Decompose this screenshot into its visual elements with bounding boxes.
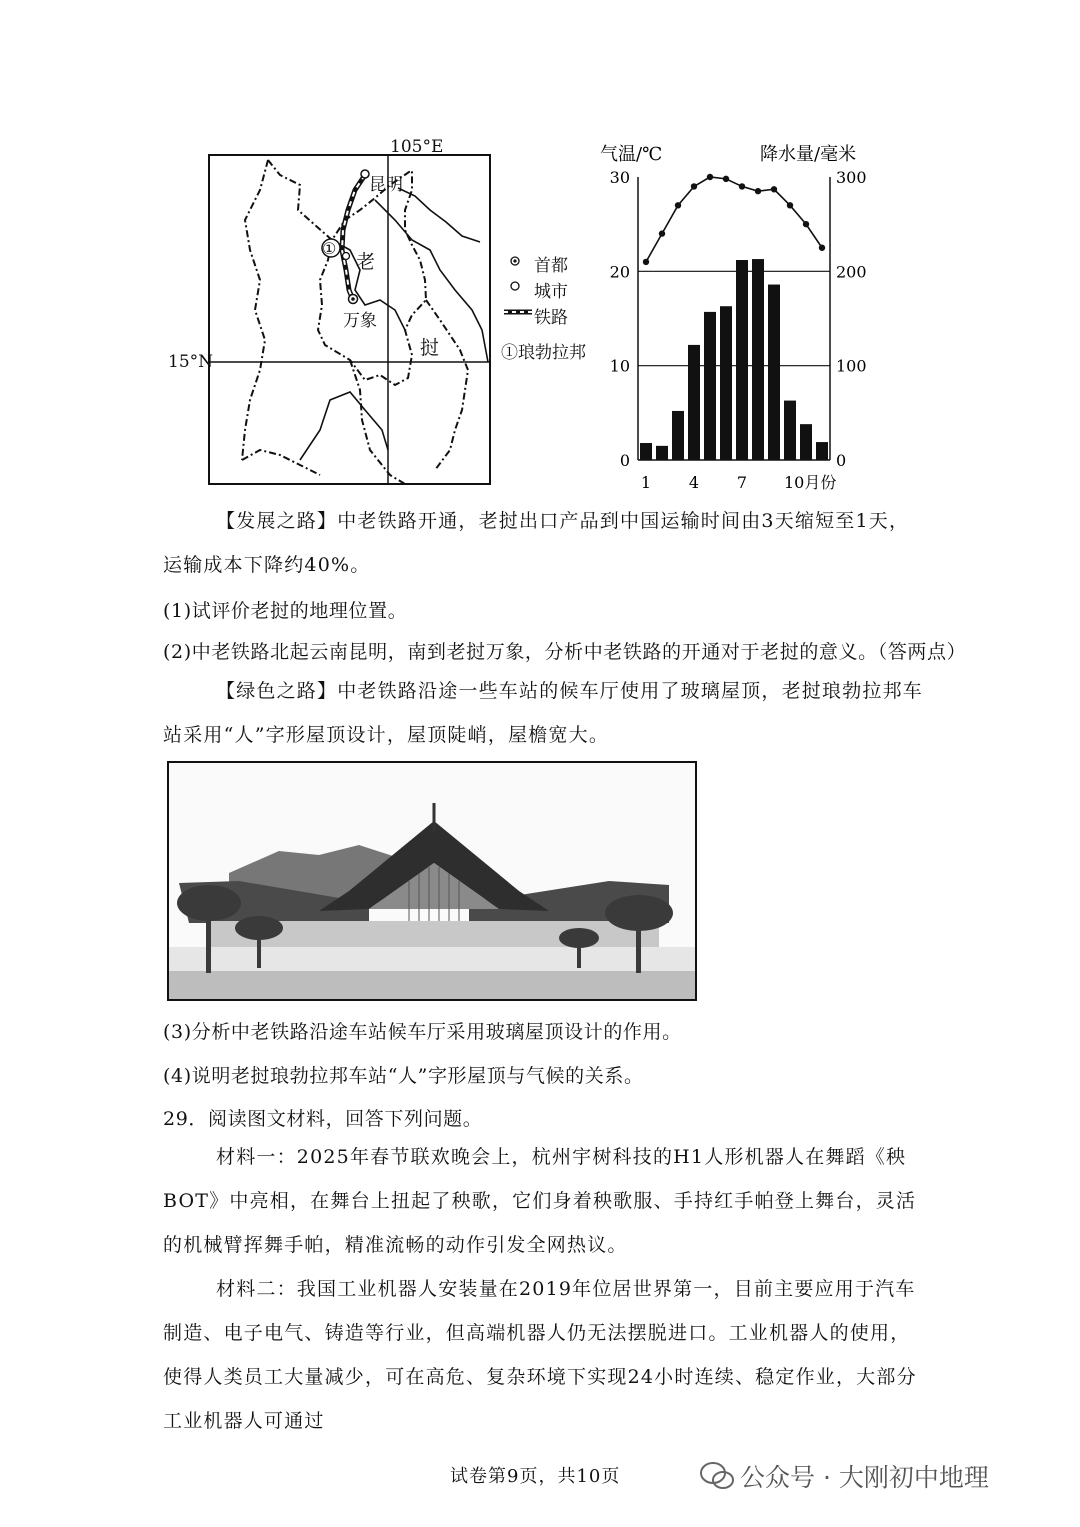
question-4: (4)说明老挝琅勃拉邦车站“人”字形屋顶与气候的关系。 bbox=[163, 1065, 644, 1087]
legend-luang-prabang: ①琅勃拉邦 bbox=[501, 343, 586, 363]
watermark bbox=[700, 1458, 989, 1494]
precip-bar-7 bbox=[736, 260, 748, 460]
marker-1-label: ① bbox=[322, 239, 337, 258]
temp-point-8 bbox=[755, 188, 761, 194]
development-body: 中老铁路开通，老挝出口产品到中国运输时间由3天缩短至1天，运输成本下降约40%。 bbox=[163, 510, 910, 576]
x-tick-1: 1 bbox=[640, 473, 652, 492]
paragraph-development bbox=[163, 499, 923, 587]
question-3: (3)分析中老铁路沿途车站候车厅采用玻璃屋顶设计的作用。 bbox=[163, 1021, 682, 1043]
temp-point-10 bbox=[787, 202, 793, 208]
material-1: 材料一：2025年春节联欢晚会上，杭州宇树科技的H1人形机器人在舞蹈《秧BOT》中亮相，在舞台上扭起了秧歌，它们身着秧歌服、手持红手帕登上舞台，灵活的机械臂挥舞手帕，精准流畅的动作引发全网热议。 bbox=[163, 1146, 917, 1256]
precip-tick-300: 300 bbox=[836, 168, 867, 187]
precip-bar-2 bbox=[656, 446, 668, 460]
temp-tick-0: 0 bbox=[619, 451, 630, 470]
temp-point-2 bbox=[659, 230, 665, 236]
legend-city: 城市 bbox=[534, 282, 568, 302]
green-tag: 【绿色之路】 bbox=[216, 680, 338, 702]
city-vientiane-label: 万象 bbox=[343, 311, 377, 331]
precip-bar-4 bbox=[688, 345, 700, 460]
latitude-label: 15°N bbox=[168, 352, 214, 372]
precip-bar-9 bbox=[768, 285, 780, 460]
paragraph-green bbox=[163, 669, 923, 757]
question-1: (1)试评价老挝的地理位置。 bbox=[163, 600, 408, 622]
temp-point-5 bbox=[707, 174, 713, 180]
country-lao-1: 老 bbox=[356, 251, 376, 273]
temp-tick-10: 10 bbox=[609, 356, 630, 376]
legend-railway: 铁路 bbox=[534, 308, 568, 328]
wechat-icon bbox=[700, 1461, 734, 1491]
temp-point-1 bbox=[643, 259, 649, 265]
climate-chart-svg bbox=[590, 130, 880, 500]
left-axis-label: 气温/℃ bbox=[600, 144, 663, 165]
station-illustration bbox=[169, 763, 695, 999]
precip-bar-11 bbox=[800, 424, 812, 460]
temp-point-12 bbox=[819, 245, 825, 251]
precip-tick-0: 0 bbox=[836, 451, 847, 470]
x-tick-7: 7 bbox=[736, 473, 748, 492]
precip-tick-200: 200 bbox=[836, 262, 867, 282]
right-axis-label: 降水量/毫米 bbox=[760, 144, 857, 165]
watermark-text: 公众号 · 大刚初中地理 bbox=[740, 1463, 989, 1492]
kunming-marker bbox=[361, 170, 369, 178]
x-tick-10: 10月份 bbox=[784, 473, 837, 492]
green-body: 中老铁路沿途一些车站的候车厅使用了玻璃屋顶，老挝琅勃拉邦车站采用“人”字形屋顶设计，屋顶陡峭，屋檐宽大。 bbox=[163, 680, 924, 746]
x-tick-4: 4 bbox=[688, 473, 700, 492]
temperature-line bbox=[646, 177, 822, 262]
precip-tick-100: 100 bbox=[836, 356, 867, 376]
temp-point-3 bbox=[675, 202, 681, 208]
temp-point-7 bbox=[739, 183, 745, 189]
city-kunming-label: 昆明 bbox=[369, 175, 403, 195]
temp-tick-20: 20 bbox=[609, 262, 630, 282]
longitude-label: 105°E bbox=[390, 137, 444, 157]
legend-symbols bbox=[504, 252, 534, 322]
question-2: (2)中老铁路北起云南昆明，南到老挝万象，分析中老铁路的开通对于老挝的意义。（答两点） bbox=[163, 641, 967, 663]
question-29: 29．阅读图文材料，回答下列问题。 bbox=[163, 1108, 483, 1130]
legend-capital: 首都 bbox=[534, 256, 568, 276]
precip-bar-10 bbox=[784, 401, 796, 460]
precip-bar-5 bbox=[704, 312, 716, 460]
temp-point-6 bbox=[723, 176, 729, 182]
country-lao-2: 挝 bbox=[420, 337, 440, 359]
temp-point-4 bbox=[691, 183, 697, 189]
temp-tick-30: 30 bbox=[609, 168, 630, 187]
station-photo bbox=[167, 761, 697, 1001]
precip-bar-12 bbox=[816, 442, 828, 460]
development-tag: 【发展之路】 bbox=[216, 510, 338, 532]
precip-bar-8 bbox=[752, 259, 764, 460]
precip-bar-1 bbox=[640, 443, 652, 460]
precip-bar-3 bbox=[672, 411, 684, 460]
precip-bar-6 bbox=[720, 306, 732, 460]
material-2: 材料二：我国工业机器人安装量在2019年位居世界第一，目前主要应用于汽车制造、电子电气、铸造等行业，但高端机器人仍无法摆脱进口。工业机器人的使用，使得人类员工大量减少，可在高危、复杂环境下实现24小时连续、稳定作业，大部分工业机器人可通过 bbox=[163, 1278, 917, 1432]
page-footer: 试卷第9页，共10页 bbox=[450, 1466, 621, 1487]
temp-point-9 bbox=[771, 186, 777, 192]
temp-point-11 bbox=[803, 221, 809, 227]
